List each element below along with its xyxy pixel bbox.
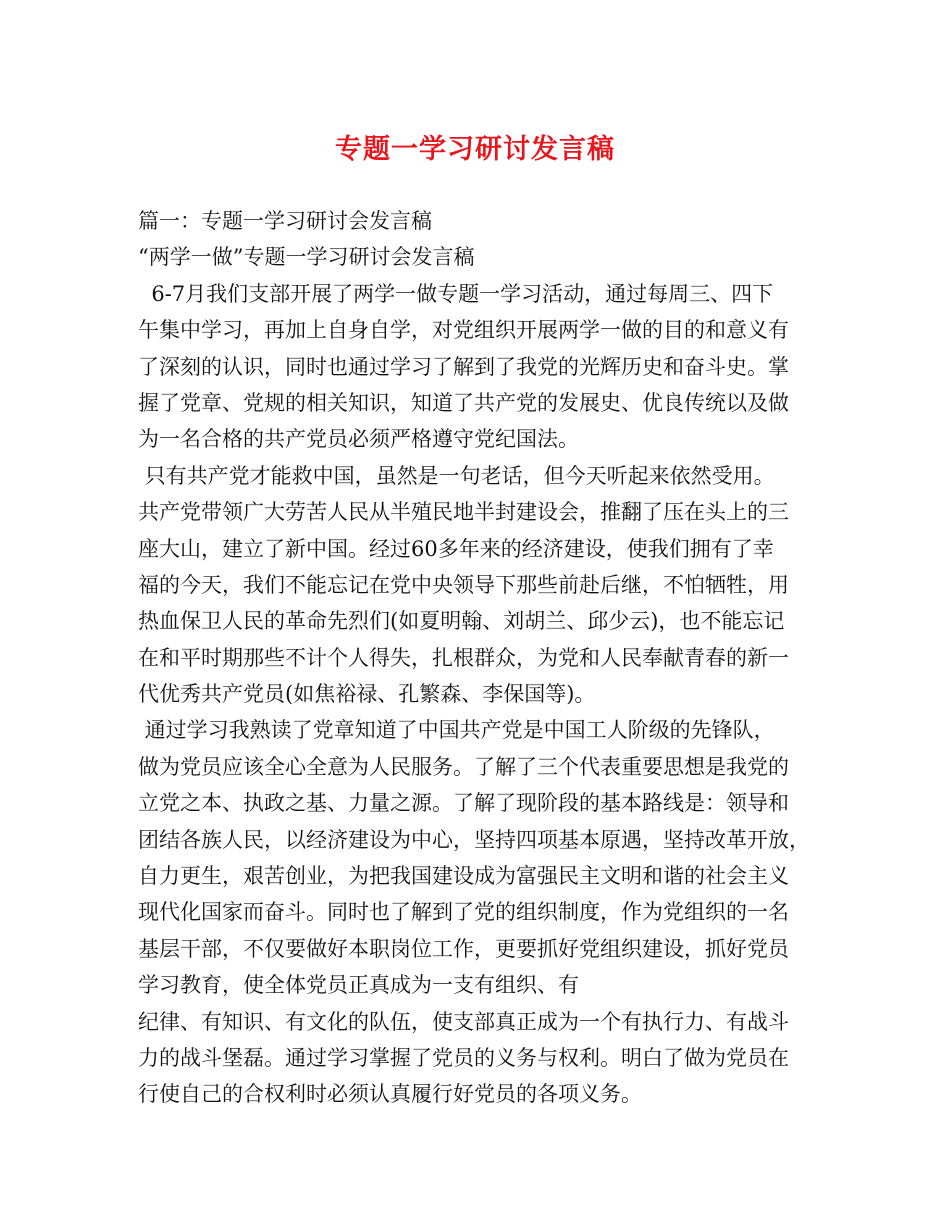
text-line: 通过学习我熟读了党章知道了中国共产党是中国工人阶级的先锋队，	[138, 718, 775, 743]
text-line: 握了党章、党规的相关知识，知道了共产党的发展史、优良传统以及做	[138, 390, 789, 415]
document-title: 专题一学习研讨发言稿	[335, 134, 615, 165]
text-line: 立党之本、执政之基、力量之源。了解了现阶段的基本路线是：领导和	[138, 791, 789, 816]
text-line: 团结各族人民，以经济建设为中心，坚持四项基本原遇，坚持改革开放，	[138, 827, 810, 852]
text-line: 为一名合格的共产党员必须严格遵守党纪国法。	[138, 427, 579, 452]
text-line: 现代化国家而奋斗。同时也了解到了党的组织制度，作为党组织的一名	[138, 900, 789, 925]
text-line: 代优秀共产党员(如焦裕禄、孔繁森、李保国等)。	[138, 682, 596, 707]
text-line: 自力更生，艰苦创业，为把我国建设成为富强民主文明和谐的社会主义	[138, 864, 789, 889]
text-line: 午集中学习，再加上自身自学，对党组织开展两学一做的目的和意义有	[138, 318, 789, 343]
text-line: 纪律、有知识、有文化的队伍，使支部真正成为一个有执行力、有战斗	[138, 1009, 789, 1034]
text-line: 篇一：专题一学习研讨会发言稿	[138, 209, 432, 233]
text-line: 福的今天，我们不能忘记在党中央领导下那些前赴后继，不怕牺牲，用	[138, 572, 789, 597]
text-line: 在和平时期那些不计个人得失，扎根群众，为党和人民奉献青春的新一	[138, 645, 789, 670]
text-line: 只有共产党才能救中国，虽然是一句老话，但今天听起来依然受用。	[138, 463, 775, 488]
text-line: “两学一做”专题一学习研讨会发言稿	[138, 245, 475, 270]
document-body	[138, 203, 818, 1113]
text-line: 行使自己的合权利时必须认真履行好党员的各项义务。	[138, 1082, 642, 1107]
text-line: 热血保卫人民的革命先烈们(如夏明翰、刘胡兰、邱少云)，也不能忘记	[138, 609, 785, 634]
text-line: 学习教育，使全体党员正真成为一支有组织、有	[138, 973, 579, 998]
text-line: 力的战斗堡磊。通过学习掌握了党员的义务与权利。明白了做为党员在	[138, 1045, 789, 1070]
text-line: 共产党带领广大劳苦人民从半殖民地半封建设会，推翻了压在头上的三	[138, 500, 789, 525]
text-line: 6-7月我们支部开展了两学一做专题一学习活动，通过每周三、四下	[138, 281, 774, 306]
text-line: 了深刻的认识，同时也通过学习了解到了我党的光辉历史和奋斗史。掌	[138, 354, 789, 379]
text-line: 做为党员应该全心全意为人民服务。了解了三个代表重要思想是我党的	[138, 754, 789, 779]
text-line: 基层干部，不仅要做好本职岗位工作，更要抓好党组织建设，抓好党员	[138, 936, 789, 961]
text-line: 座大山，建立了新中国。经过60多年来的经济建设，使我们拥有了幸	[138, 536, 774, 561]
